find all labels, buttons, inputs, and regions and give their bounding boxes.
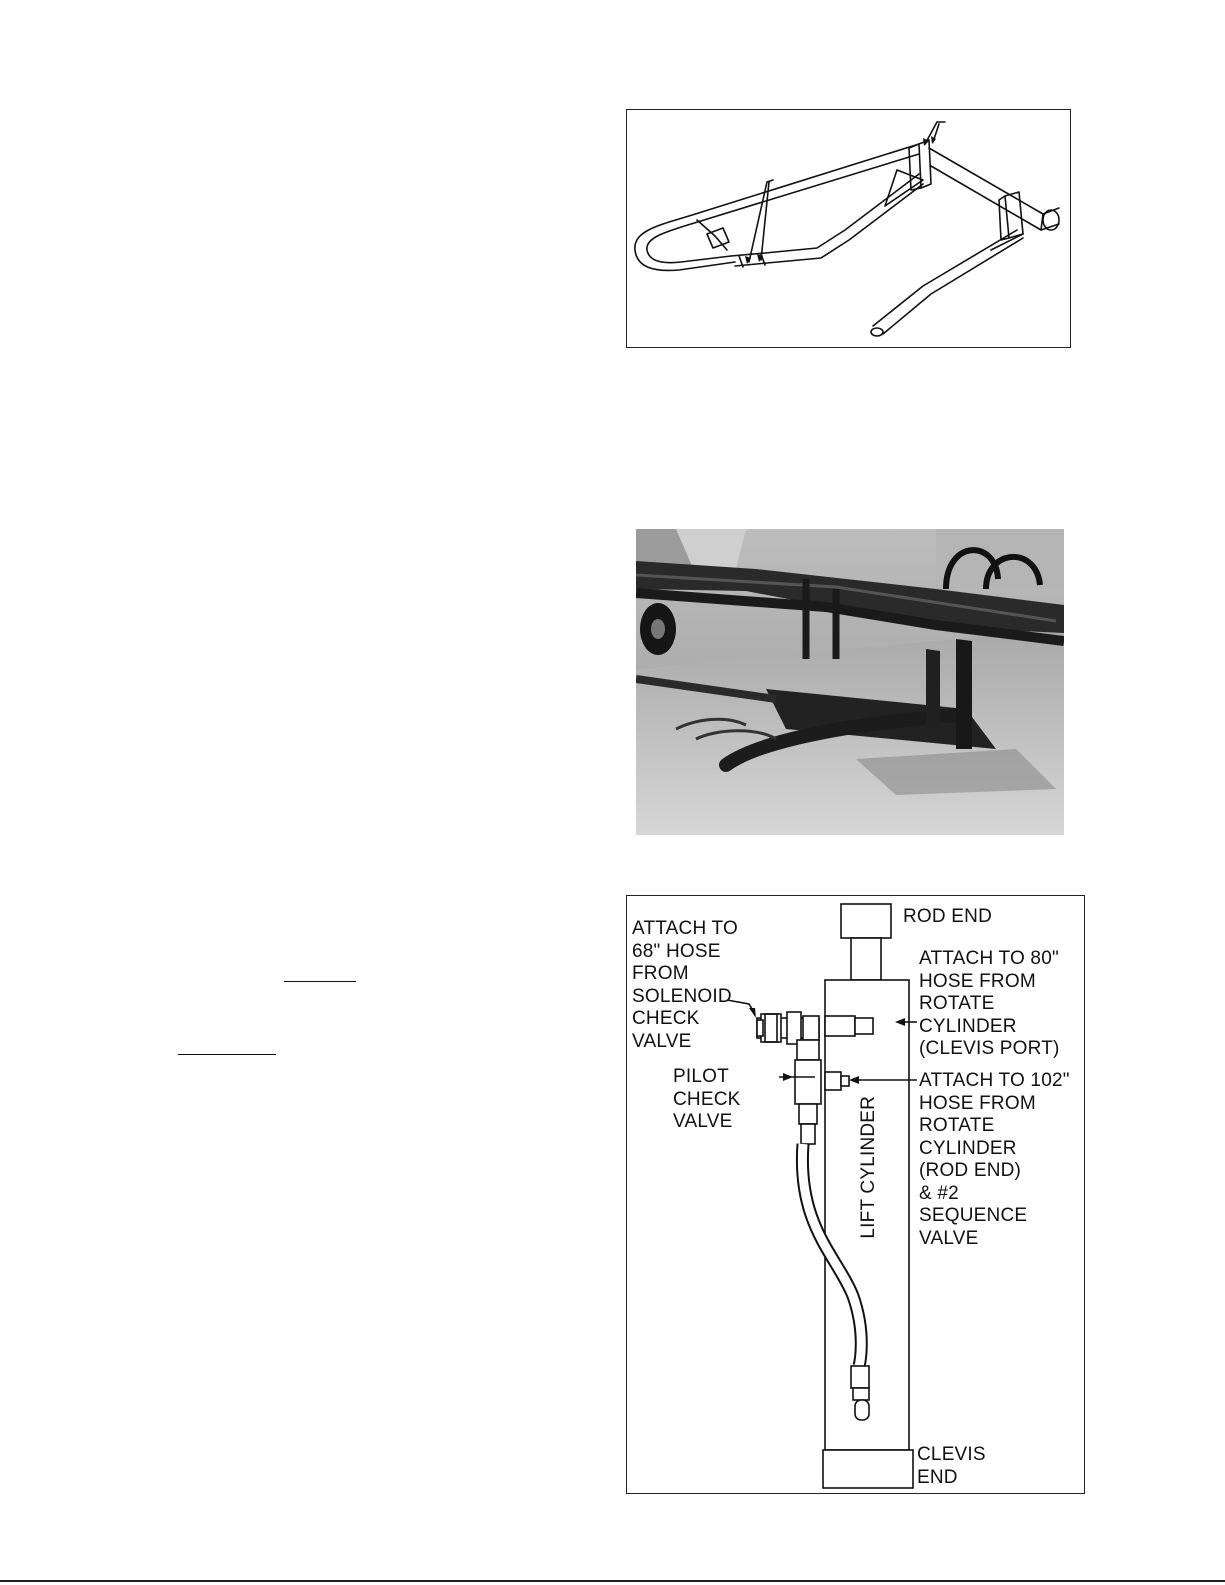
frame-drawing xyxy=(627,110,1069,346)
blank-underline-1 xyxy=(284,981,356,982)
attach-80-hose-label: ATTACH TO 80" HOSE FROM ROTATE CYLINDER (CLEVIS PORT) xyxy=(919,948,1060,1059)
footer-rule xyxy=(0,1580,1225,1582)
clevis-end-label: CLEVIS END xyxy=(917,1444,986,1488)
pilot-check-valve-label: PILOT CHECK VALVE xyxy=(673,1066,741,1132)
bale-wagon-photo-art xyxy=(636,529,1064,835)
blank-underline-2 xyxy=(178,1054,276,1055)
attach-68-hose-label: ATTACH TO 68" HOSE FROM SOLENOID CHECK VALVE xyxy=(632,918,738,1052)
attach-102-hose-label: ATTACH TO 102" HOSE FROM ROTATE CYLINDER (ROD END) & #2 SEQUENCE VALVE xyxy=(919,1070,1070,1249)
bale-wagon-photo xyxy=(636,529,1064,835)
cross-tube xyxy=(929,148,1059,214)
front-arm xyxy=(873,230,1017,326)
lift-cylinder-label: LIFT CYLINDER xyxy=(857,1095,879,1239)
lift-cylinder-figure xyxy=(626,895,1085,1494)
frame-drawing-figure xyxy=(626,109,1071,348)
rod-end-label: ROD END xyxy=(903,906,993,927)
